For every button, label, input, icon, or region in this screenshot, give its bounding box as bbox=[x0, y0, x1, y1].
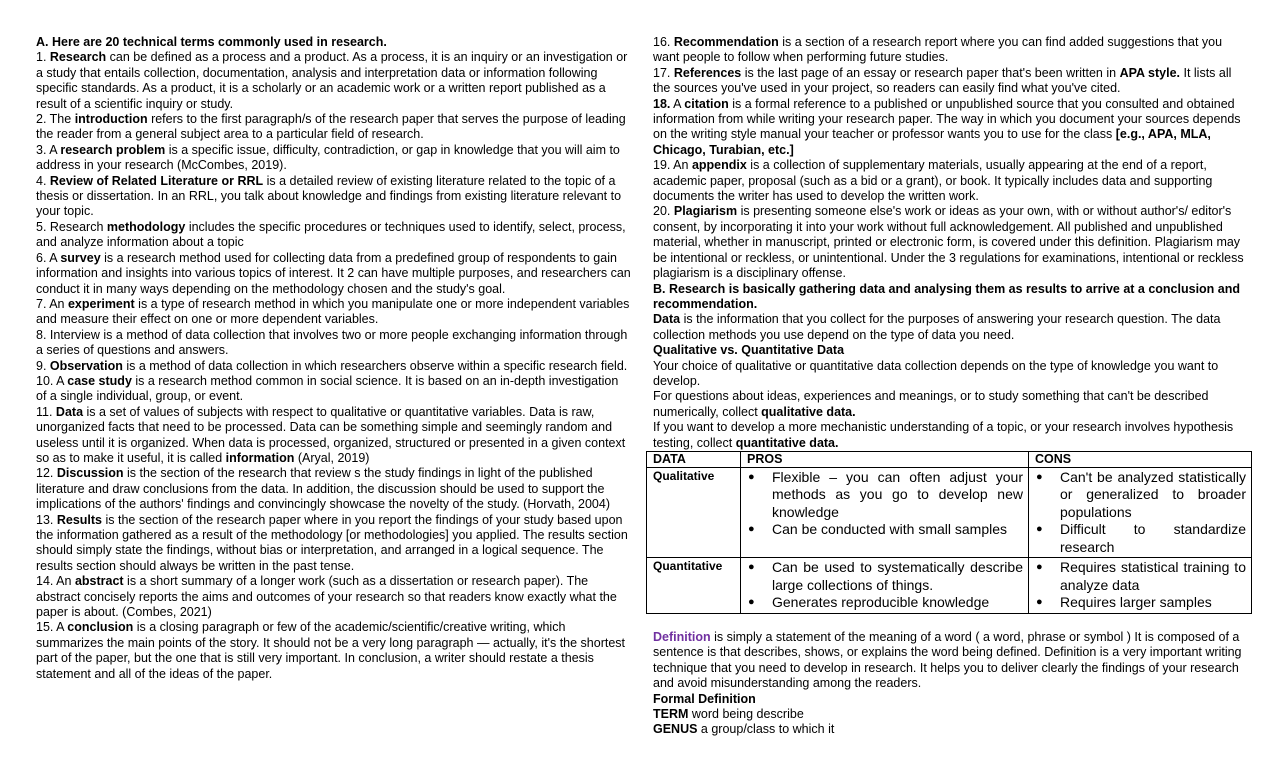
qualitative-paragraph: For questions about ideas, experiences and meanings, or to study something that can't be described numerically, collect qualitative data. bbox=[653, 389, 1209, 419]
pro-item: ● Can be used to systematically describe large collections of things. bbox=[742, 559, 1023, 594]
term-item: 13. Results is the section of the research paper where in you report the findings of your study based upon the information gathered as a result of the methodology [or methodologies] you applied. The results section should simply state the findings, without bias or interpretation, and arranged in a logical sequence. The results section should always be written in the past tense. bbox=[36, 512, 628, 573]
pros-cons-table bbox=[646, 451, 1252, 614]
term-item: 2. The introduction refers to the first paragraph/s of the research paper that serves the purpose of leading the reader from a general subject area to a particular field of research. bbox=[36, 112, 626, 142]
choice-paragraph: Your choice of qualitative or quantitative data collection depends on the type of knowledge you want to develop. bbox=[653, 358, 1219, 388]
term-item: 20. Plagiarism is presenting someone else's work or ideas as your own, with or without author's/ editor's consent, by incorporating it into your work without full acknowledgement. All published and unpublished material, whether in manuscript, printed or electronic form, is covered under this definition. Plagiarism may be intentional or reckless, or unintentional. Under the 3 regulations for examinations, intentional or reckless plagiarism is a disciplinary offense. bbox=[653, 204, 1244, 281]
genus-line: GENUS a group/class to which it bbox=[653, 722, 835, 737]
term-item: 1. Research can be defined as a process and a product. As a process, it is an inquiry or an investigation or a study that entails collection, documentation, analysis and interpretation data or information following specific standards. As a product, it is a scholarly or an academic work or a written report published as a result of a scientific inquiry or study. bbox=[36, 50, 628, 111]
definition-paragraph: Definition is simply a statement of the meaning of a word ( a word, phrase or symbol ) It is composed of a sentence is that describes, shows, or explains the word being defined. Definition is a very important writing technique that you need to develop in research. It helps you to deliver clearly the findings of your research and avoid misunderstanding among the readers. bbox=[653, 629, 1242, 691]
definition-term: Definition bbox=[653, 629, 711, 644]
term-item: 7. An experiment is a type of research method in which you manipulate one or more independent variables and measure their effect on one or more dependent variables. bbox=[36, 296, 630, 327]
column-header: PROS bbox=[741, 451, 1029, 467]
term-item: 16. Recommendation is a section of a research report where you can find added suggestions that you want people to follow when performing future studies. bbox=[653, 35, 1223, 65]
table-row bbox=[647, 558, 1252, 614]
pros-cell bbox=[741, 467, 1029, 558]
term-item: 4. Review of Related Literature or RRL is a detailed review of existing literature related to the topic of a thesis or dissertation. In an RRL, you talk about knowledge and findings from existing literature relevant to your topic. bbox=[36, 173, 622, 219]
table-header-row bbox=[647, 451, 1252, 467]
pro-item: ● Can be conducted with small samples bbox=[742, 521, 1023, 539]
section-b-heading: B. Research is basically gathering data and analysing them as results to arrive at a conclusion and recommendation. bbox=[653, 281, 1241, 311]
formal-definition-heading: Formal Definition bbox=[653, 691, 756, 706]
pro-item: ● Generates reproducible knowledge bbox=[742, 594, 1023, 612]
term-item: 19. An appendix is a collection of supplementary materials, usually appearing at the end of a report, academic paper, proposal (such as a bid or a grant), or book. It typically includes data and supporting documents the writer has used to develop the written work. bbox=[653, 158, 1213, 204]
data-paragraph: Data is the information that you collect for the purposes of answering your research question. The data collection methods you use depend on the type of data you need. bbox=[653, 312, 1221, 342]
cons-cell bbox=[1029, 467, 1252, 558]
pro-item: ● Flexible – you can often adjust your methods as you go to develop new knowledge bbox=[742, 469, 1023, 522]
term-item: 3. A research problem is a specific issue, difficulty, contradiction, or gap in knowledge that you will aim to address in your research (McCombes, 2019). bbox=[36, 142, 620, 173]
column-header: CONS bbox=[1029, 451, 1252, 467]
term-item: 18. A citation is a formal reference to a published or unpublished source that you consulted and obtained information from while writing your research paper. The way in which you document your sources depends on the writing style manual your teacher or professor wants you to use for the class [e.g., APA, MLA, Chicago, Turabian, etc.] bbox=[653, 96, 1241, 157]
term-item: 5. Research methodology includes the specific procedures or techniques used to identify, select, process, and analyze information about a topic bbox=[36, 219, 626, 250]
left-column bbox=[36, 35, 632, 682]
term-item: 10. A case study is a research method common in social science. It is based on an in-depth investigation of a single individual, group, or event. bbox=[36, 373, 619, 404]
qual-vs-quant-heading: Qualitative vs. Quantitative Data bbox=[653, 343, 845, 358]
right-column bbox=[653, 35, 1251, 738]
term-item: 12. Discussion is the section of the research that review s the study findings in light of the published literature and draw conclusions from the data. In addition, the discussion should be used to support the implications of the authors' findings and convincingly showcase the novelty of the study. (Horvath, 2004) bbox=[36, 466, 610, 512]
term-line: TERM word being describe bbox=[653, 707, 804, 721]
term-item: 17. References is the last page of an essay or research paper that's been written in APA style. It lists all the sources you've used in your project, so readers can easily find what you've cited. bbox=[653, 65, 1232, 96]
term-item: 11. Data is a set of values of subjects with respect to qualitative or quantitative variables. Data is raw, unorganized facts that need to be processed. Data can be something simple and seemingly random and useless until it is organized. When data is processed, organized, structured or presented in a given context so as to make it useful, it is called information (Aryal, 2019) bbox=[36, 404, 626, 465]
row-label: Quantitative bbox=[647, 558, 741, 614]
con-item: ● Requires larger samples bbox=[1030, 594, 1246, 612]
term-item: 15. A conclusion is a closing paragraph or few of the academic/scientific/creative writing, which summarizes the main points of the story. It should not be a very long paragraph — actually, it's the shortest part of the paper, but the one that is still very important. In conclusion, a writer should restate a thesis statement and all of the ideas of the paper. bbox=[36, 620, 626, 681]
con-item: ● Can't be analyzed statistically or generalized to broader populations bbox=[1030, 469, 1246, 522]
term-item: 6. A survey is a research method used for collecting data from a predefined group of respondents to gain information and insights into various topics of interest. It 2 can have multiple purposes, and researchers can conduct it in many ways depending on the methodology chosen and the study's goal. bbox=[36, 250, 631, 296]
pros-cell bbox=[741, 558, 1029, 614]
column-header: DATA bbox=[647, 451, 741, 467]
section-a-heading: A. Here are 20 technical terms commonly used in research. bbox=[36, 35, 387, 49]
table-row bbox=[647, 467, 1252, 558]
con-item: ● Requires statistical training to analyze data bbox=[1030, 559, 1246, 594]
row-label: Qualitative bbox=[647, 467, 741, 558]
term-item: 14. An abstract is a short summary of a longer work (such as a dissertation or research paper). The abstract concisely reports the aims and outcomes of your research so that readers know exactly what the paper is about. (Combes, 2021) bbox=[36, 574, 617, 620]
term-item: 9. Observation is a method of data collection in which researchers observe within a specific research field. bbox=[36, 358, 628, 373]
quantitative-paragraph: If you want to develop a more mechanistic understanding of a topic, or your research involves hypothesis testing, collect quantitative data. bbox=[653, 420, 1234, 450]
cons-cell bbox=[1029, 558, 1252, 614]
con-item: ● Difficult to standardize research bbox=[1030, 521, 1246, 556]
term-item: 8. Interview is a method of data collection that involves two or more people exchanging information through a series of questions and answers. bbox=[36, 327, 628, 358]
